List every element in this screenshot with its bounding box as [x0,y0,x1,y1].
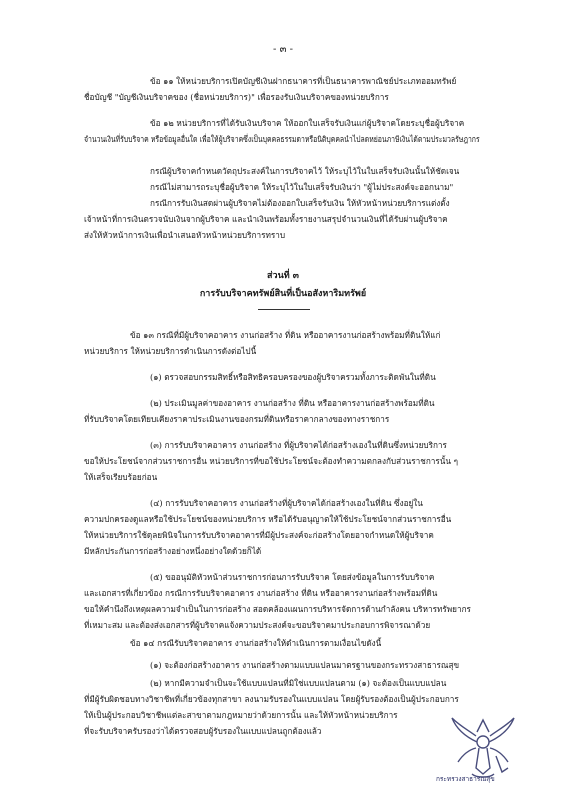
text-line: ข้อ ๑๔ กรณีรับบริจาคอาคาร งานก่อสร้างให้ดำเนินการตามเงื่อนไขดังนี้ [130,638,382,648]
section-title: ส่วนที่ ๓ [267,271,299,281]
text-line: จำนวนเงินที่รับบริจาค หรือข้อมูลอื่นใด เพื่อให้ผู้บริจาคซึ่งเป็นบุคคลธรรมดาหรือนิติบุคคลนำไปลดหย่อนภาษีเงินได้ตามประมวลรัษฎากร [84,134,480,144]
page-number: - ๓ - [273,44,293,55]
seal-caption: กระทรวงสาธารณสุข [436,775,495,783]
text-line: กรณีการรับเงินสดผ่านผู้บริจาคไม่ต้องออกใบเสร็จรับเงิน ให้หัวหน้าหน่วยบริการแต่งตั้ง [150,198,450,208]
text-line: กรณีไม่สามารถระบุชื่อผู้บริจาค ให้ระบุไว้ในใบเสร็จรับเงินว่า "ผู้ไม่ประสงค์จะออกนาม" [150,182,454,192]
section-subtitle: การรับบริจาคทรัพย์สินที่เป็นอสังหาริมทรัพย์ [199,289,367,299]
text-line: (๓) การรับบริจาคอาคาร งานก่อสร้าง ที่ผู้บริจาคได้ก่อสร้างเองในที่ดินซึ่งหน่วยบริการ [150,440,447,450]
text-line: ที่มีผู้รับผิดชอบทางวิชาชีพที่เกี่ยวข้องทุกสาขา ลงนามรับรองในแบบแปลน โดยผู้รับรองต้องเป็นผู้ประกอบการ [84,694,459,704]
text-line: ขอให้คำนึงถึงเหตุผลความจำเป็นในการก่อสร้าง สอดคล้องแผนการบริหารจัดการด้านกำลังคน บริหารทรัพยากร [84,604,471,614]
text-line: ส่งให้หัวหน้าการเงินเพื่อนำเสนอหัวหน้าหน่วยบริการทราบ [84,230,286,240]
text-line: ชื่อบัญชี "บัญชีเงินบริจาคของ (ชื่อหน่วยบริการ)" เพื่อรองรับเงินบริจาคของหน่วยบริการ [84,92,389,102]
heading-divider [258,309,310,310]
text-line: (๑) ตรวจสอบกรรมสิทธิ์หรือสิทธิครอบครองของผู้บริจาครวมทั้งภาระติดพันในที่ดิน [150,372,436,382]
text-line: ขอให้ประโยชน์จากส่วนราชการอื่น หน่วยบริการที่ขอใช้ประโยชน์จะต้องทำความตกลงกับส่วนราชการนั้น ๆ [84,456,458,466]
text-line: ข้อ ๑๑ ให้หน่วยบริการเปิดบัญชีเงินฝากธนาคารที่เป็นธนาคารพาณิชย์ประเภทออมทรัพย์ [150,76,457,86]
text-line: เจ้าหน้าที่การเงินตรวจนับเงินจากผู้บริจาค และนำเงินพร้อมทั้งรายงานสรุปจำนวนเงินที่ได้รับผ่านผู้บริจาค [84,214,448,224]
text-line: ที่จะรับบริจาครับรองว่าได้ตรวจสอบผู้รับรองในแบบแปลนถูกต้องแล้ว [84,726,322,736]
text-line: ให้หน่วยบริการใช้ดุลยพินิจในการรับบริจาคอาคารที่มีผู้ประสงค์จะก่อสร้างโดยอาจกำหนดให้ผู้บริจาค [84,530,434,540]
text-line: ข้อ ๑๓ กรณีที่มีผู้บริจาคอาคาร งานก่อสร้าง ที่ดิน หรืออาคารงานก่อสร้างพร้อมที่ดินให้แก่ [130,330,441,340]
text-line: ให้เสร็จเรียบร้อยก่อน [84,472,158,482]
text-line: (๒) ประเมินมูลค่าของอาคาร งานก่อสร้าง ที่ดิน หรืออาคารงานก่อสร้างพร้อมที่ดิน [150,398,435,408]
text-line: ความปกครองดูแลหรือใช้ประโยชน์ของหน่วยบริการ หรือได้รับอนุญาตให้ใช้ประโยชน์จากส่วนราชการอื่น [84,514,452,524]
text-line: (๒) หากมีความจำเป็นจะใช้แบบแปลนที่มิใช่แบบแปลนตาม (๑) จะต้องเป็นแบบแปลน [150,678,447,688]
text-line: ที่เหมาะสม และต้องส่งเอกสารที่ผู้บริจาคแจ้งความประสงค์จะขอบริจาคมาประกอบการพิจารณาด้วย [84,620,431,630]
text-line: (๕) ขออนุมัติหัวหน้าส่วนราชการก่อนการรับบริจาค โดยส่งข้อมูลในการรับบริจาค [150,572,435,582]
text-line: ที่รับบริจาคโดยเทียบเคียงราคาประเมินงานของกรมที่ดินหรือราคากลางของทางราชการ [84,414,390,424]
text-line: (๑) จะต้องก่อสร้างอาคาร งานก่อสร้างตามแบบแปลนมาตรฐานของกระทรวงสาธารณสุข [150,660,460,670]
text-line: ให้เป็นผู้ประกอบวิชาชีพแต่ละสาขาตามกฎหมายว่าด้วยการนั้น และให้หัวหน้าหน่วยบริการ [84,710,398,720]
text-line: และเอกสารที่เกี่ยวข้อง กรณีการรับบริจาคอาคาร งานก่อสร้าง ที่ดิน หรืออาคารงานก่อสร้างพร้อมที่ดิน [84,588,438,598]
text-line: (๔) การรับบริจาคอาคาร งานก่อสร้างที่ผู้บริจาคได้ก่อสร้างเองในที่ดิน ซึ่งอยู่ใน [150,498,423,508]
text-line: มีหลักประกันการก่อสร้างอย่างหนึ่งอย่างใดด้วยก็ได้ [84,546,262,556]
text-line: หน่วยบริการ ให้หน่วยบริการดำเนินการดังต่อไปนี้ [84,346,257,356]
text-line: กรณีผู้บริจาคกำหนดวัตถุประสงค์ในการบริจาคไว้ ให้ระบุไว้ในใบเสร็จรับเงินนั้นให้ชัดเจน [150,166,460,176]
text-line: ข้อ ๑๒ หน่วยบริการที่ได้รับเงินบริจาค ให้ออกใบเสร็จรับเงินแก่ผู้บริจาคโดยระบุชื่อผู้บริจาค [150,118,465,128]
